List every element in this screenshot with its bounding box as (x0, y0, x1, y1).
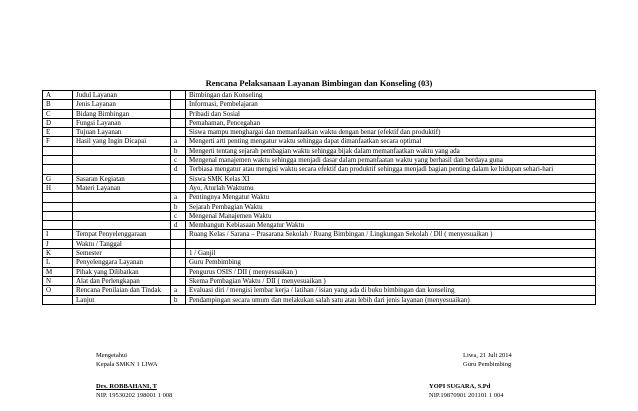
row-label: Alat dan Perlengkapan (73, 276, 171, 285)
row-code: O (43, 286, 73, 295)
row-value: Skema Pembagian Waktu / DII ( menyesuaikan ) (186, 276, 596, 285)
row-sub (171, 174, 186, 183)
table-row (43, 183, 596, 192)
plan-table (42, 90, 596, 305)
row-value: Siswa mampu menghargai dan memanfaatkan waktu dengan benar (efektif dan produktif) (186, 128, 596, 137)
row-sub: b (171, 146, 186, 155)
row-label: Jenis Layanan (73, 100, 171, 109)
row-value: Ruang Kelas / Sarana – Prasarana Sekolah / Ruang Bimbingan / Lingkungan Sekolah / Dll ( menyesuaikan ) (186, 230, 596, 239)
signature-right (429, 352, 512, 400)
sig-right-line2: Guru Pembimbing (463, 360, 512, 368)
row-sub (171, 258, 186, 267)
table-row (43, 137, 596, 146)
sig-right-name: YOPI SUGARA, S.Pd (429, 383, 491, 390)
table-row (43, 202, 596, 211)
table-row (43, 174, 596, 183)
row-label (73, 202, 171, 211)
row-sub: c (171, 156, 186, 165)
row-label (73, 156, 171, 165)
table-row (43, 91, 596, 100)
table-row (43, 276, 596, 285)
row-sub (171, 249, 186, 258)
sig-right-line1: Liwa, 21 Juli 2014 (463, 352, 512, 359)
row-value: Membangun Kebiasaan Mengatur Waktu (186, 221, 596, 230)
row-value: Pengurus OSIS / DII ( menyesuaikan ) (186, 267, 596, 276)
row-code: D (43, 118, 73, 127)
table-row (43, 128, 596, 137)
row-value: Bimbingan dan Konseling (186, 91, 596, 100)
row-code: N (43, 276, 73, 285)
row-code (43, 156, 73, 165)
row-sub (171, 100, 186, 109)
signature-left (96, 352, 172, 400)
table-row (43, 146, 596, 155)
row-value: Evaluasi diri / mengisi lembar kerja / latihan / isian yang ada di buku bimbingan dan konseling (186, 286, 596, 295)
row-sub: c (171, 211, 186, 220)
sig-left-nip: NIP. 19530202 198001 1 008 (96, 391, 173, 399)
row-value: Sejarah Pembagian Waktu (186, 202, 596, 211)
row-sub: a (171, 137, 186, 146)
table-row (43, 258, 596, 267)
table-row (43, 286, 596, 295)
row-label (73, 211, 171, 220)
row-value: Terbiasa mengatur atau mengisi waktu secara efektif dan produktif sehingga menjadi bagian penting dalam ke hidupan sehari-hari (186, 165, 596, 174)
row-label: Hasil yang Ingin Dicapai (73, 137, 171, 146)
table-row (43, 221, 596, 230)
row-label: Rencana Penilaian dan Tindak (73, 286, 171, 295)
row-code: E (43, 128, 73, 137)
table-row (43, 165, 596, 174)
row-label (73, 221, 171, 230)
table-row (43, 249, 596, 258)
row-label: Materi Layanan (73, 183, 171, 192)
table-row (43, 118, 596, 127)
table-row (43, 156, 596, 165)
row-label: Penyelenggara Layanan (73, 258, 171, 267)
row-sub (171, 128, 186, 137)
row-sub: d (171, 221, 186, 230)
sig-left-line2: Kepala SMKN 1 LIWA (96, 360, 158, 368)
row-code (43, 193, 73, 202)
row-sub (171, 239, 186, 248)
row-code: K (43, 249, 73, 258)
row-sub: a (171, 286, 186, 295)
table-row (43, 295, 596, 304)
table-row (43, 230, 596, 239)
table-row (43, 109, 596, 118)
table-row (43, 239, 596, 248)
row-code (43, 202, 73, 211)
row-value: Siswa SMK Kelas XI (186, 174, 596, 183)
row-code: M (43, 267, 73, 276)
row-label: Tujuan Layanan (73, 128, 171, 137)
row-sub: a (171, 193, 186, 202)
row-label (73, 193, 171, 202)
row-label: Bidang Bimbingan (73, 109, 171, 118)
sig-left-name: Drs. ROBBAHANI, T (96, 383, 157, 390)
table-row (43, 100, 596, 109)
row-code: J (43, 239, 73, 248)
row-label: Fungsi Layanan (73, 118, 171, 127)
row-label: Tempat Penyelenggaraan (73, 230, 171, 239)
row-sub: b (171, 295, 186, 304)
table-row (43, 193, 596, 202)
row-code: B (43, 100, 73, 109)
row-label (73, 146, 171, 155)
row-label: Pihak yang Dilibatkan (73, 267, 171, 276)
row-value: Pribadi dan Sosial (186, 109, 596, 118)
row-code (43, 211, 73, 220)
row-value: Mengenal manajemen waktu sehingga menjadi dasar dalam pemanfaatan waktu yang berhasil dan berdaya guna (186, 156, 596, 165)
row-label: Judul Layanan (73, 91, 171, 100)
row-value: Mengerti tentang sejarah pembagian waktu sehingga bijak dalam memanfaatkan waktu yang ada (186, 146, 596, 155)
row-code (43, 221, 73, 230)
row-code (43, 146, 73, 155)
row-label (73, 165, 171, 174)
row-sub: d (171, 165, 186, 174)
row-value: Pentingnya Mengatur Waktu (186, 193, 596, 202)
table-row (43, 267, 596, 276)
table-row (43, 211, 596, 220)
row-code: A (43, 91, 73, 100)
row-sub (171, 91, 186, 100)
row-value (186, 239, 596, 248)
row-label: Waktu / Tanggal (73, 239, 171, 248)
row-label: Sasaran Kegiatan (73, 174, 171, 183)
row-sub (171, 183, 186, 192)
row-value: Mengerti arti penting mengatur waktu sehingga dapat dimanfaatkan secara optimal (186, 137, 596, 146)
row-value: Pemahaman, Pencegahan (186, 118, 596, 127)
row-code: L (43, 258, 73, 267)
row-value: Informasi, Pembelajaran (186, 100, 596, 109)
sig-right-nip: NIP.19870901 201101 1 004 (429, 391, 504, 399)
document-title: Rencana Pelaksanaan Layanan Bimbingan dan Konseling (03) (205, 78, 433, 88)
row-label: Lanjut (73, 295, 171, 304)
row-sub (171, 109, 186, 118)
row-code: C (43, 109, 73, 118)
row-value: Mengenal Manajemen Waktu (186, 211, 596, 220)
row-sub (171, 230, 186, 239)
row-code (43, 165, 73, 174)
row-code: F (43, 137, 73, 146)
row-value: Ayo, Aturlah Waktumu (186, 183, 596, 192)
row-value: Pendampingan secara umum dan melakukan salah satu atau lebih dari jenis layanan (menyesuaikan) (186, 295, 596, 304)
row-code: G (43, 174, 73, 183)
row-code: I (43, 230, 73, 239)
row-sub (171, 267, 186, 276)
row-sub (171, 118, 186, 127)
row-value: Guru Pembimbing (186, 258, 596, 267)
sig-left-line1: Mengetahui (96, 352, 128, 359)
row-sub: b (171, 202, 186, 211)
row-value: 1 / Ganjil (186, 249, 596, 258)
row-code: H (43, 183, 73, 192)
row-code (43, 295, 73, 304)
row-sub (171, 276, 186, 285)
row-label: Semester (73, 249, 171, 258)
